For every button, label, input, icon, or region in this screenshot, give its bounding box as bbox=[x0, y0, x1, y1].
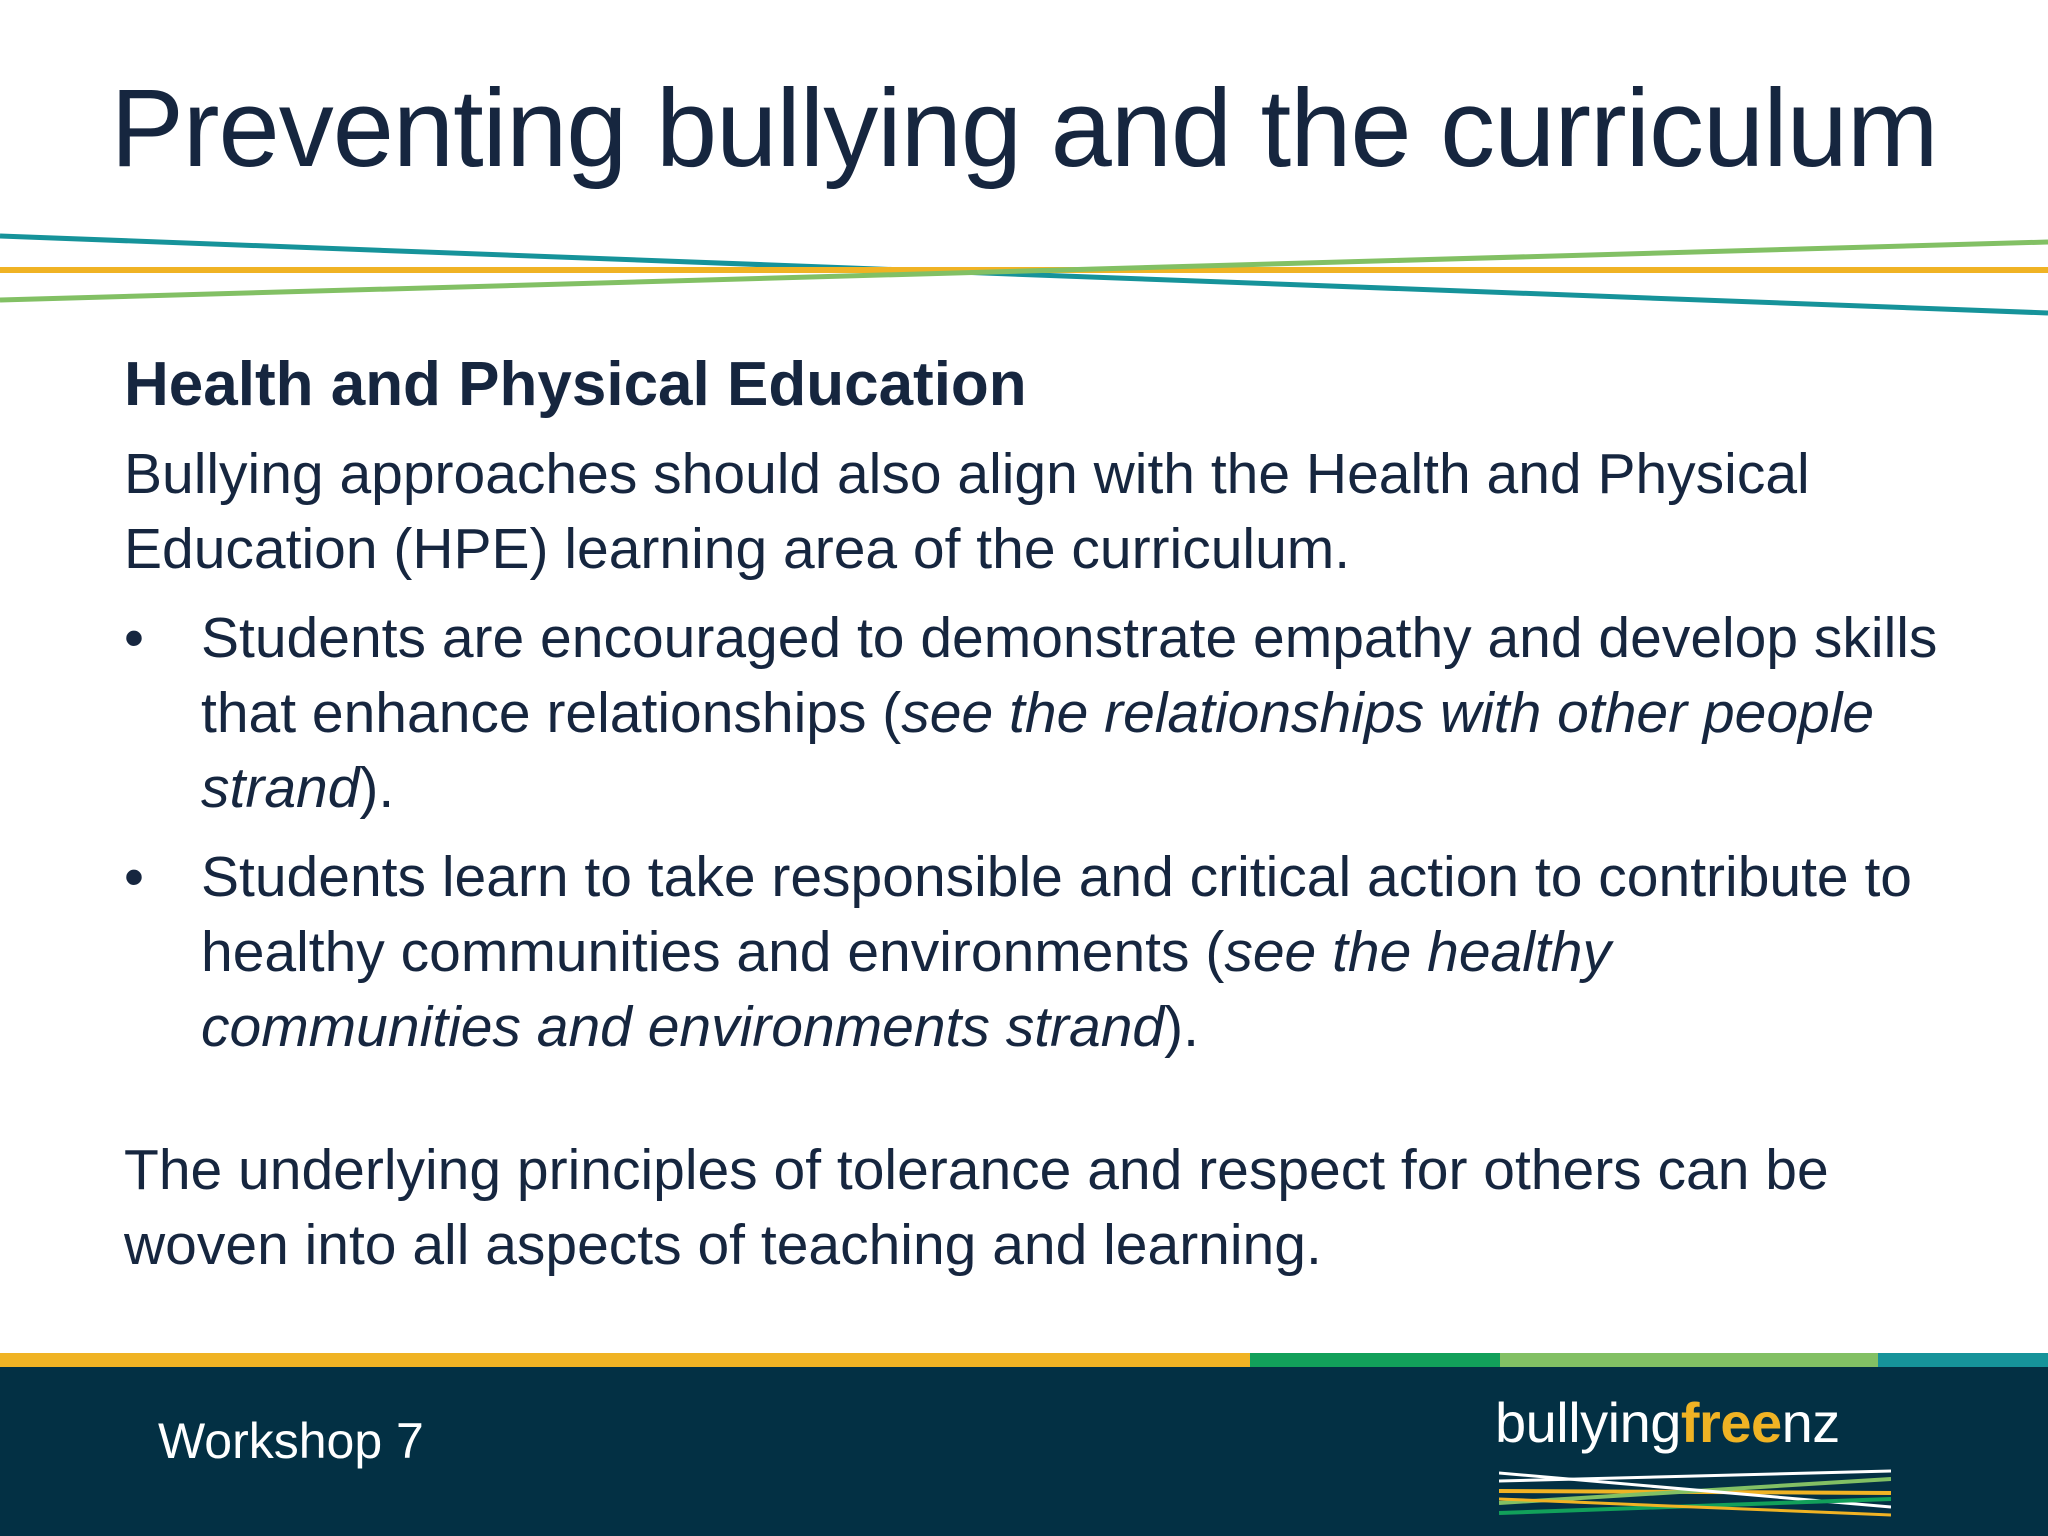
logo-word-bullying: bullying bbox=[1495, 1391, 1681, 1454]
teal-line bbox=[0, 236, 2048, 313]
bullet-italic-reference: see the relationships with other people strand bbox=[201, 681, 1875, 820]
header-decorative-lines bbox=[0, 220, 2048, 330]
footer-color-stripe bbox=[0, 1353, 2048, 1367]
footer-bar bbox=[0, 1367, 2048, 1536]
bullet-end: ). bbox=[1164, 995, 1199, 1059]
stripe-yellow bbox=[0, 1353, 1250, 1367]
intro-paragraph: Bullying approaches should also align with the Health and Physical Education (HPE) learning area of the curriculum. bbox=[124, 442, 1810, 581]
slide-content bbox=[124, 345, 1944, 1283]
bullet-marker: • bbox=[124, 845, 144, 909]
stripe-teal bbox=[1878, 1353, 2048, 1367]
stripe-green bbox=[1500, 1353, 1878, 1367]
closing-paragraph: The underlying principles of tolerance and respect for others can be woven into all aspects of teaching and learning. bbox=[124, 1138, 1829, 1277]
stripe-dark-green bbox=[1250, 1353, 1500, 1367]
bullet-end: ). bbox=[359, 756, 395, 820]
logo-wordmark bbox=[1495, 1389, 1840, 1456]
bullet-text: Students are encouraged to demonstrate empathy and develop skills that enhance relationships ( bbox=[201, 606, 1938, 745]
bullet-text: Students learn to take responsible and critical action to contribute to healthy communities and environments ( bbox=[201, 845, 1913, 984]
bullet-italic-reference: see the healthy communities and environments strand bbox=[201, 920, 1611, 1059]
bullet-item-empathy bbox=[124, 601, 1944, 826]
bullyingfreenz-logo bbox=[1495, 1389, 1895, 1529]
bullet-item-action bbox=[124, 840, 1944, 1065]
section-heading: Health and Physical Education bbox=[124, 350, 1027, 419]
bullet-list bbox=[124, 601, 1944, 1065]
logo-word-nz: nz bbox=[1781, 1391, 1840, 1454]
bullet-marker: • bbox=[124, 606, 144, 670]
workshop-label: Workshop 7 bbox=[158, 1413, 424, 1469]
logo-word-free: free bbox=[1680, 1391, 1782, 1454]
slide-title: Preventing bullying and the curriculum bbox=[110, 67, 1938, 190]
logo-lines-icon bbox=[1499, 1469, 1891, 1519]
